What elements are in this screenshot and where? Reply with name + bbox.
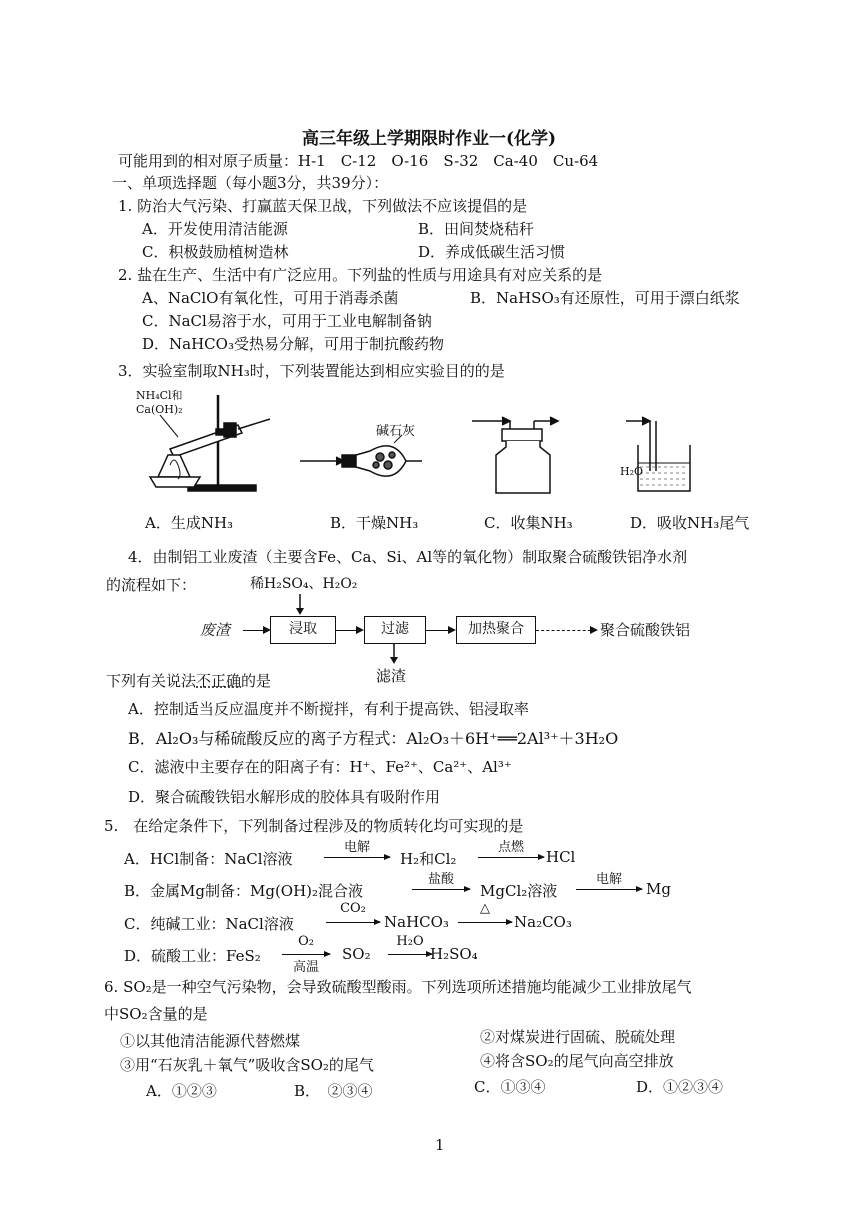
page-title: 高三年级上学期限时作业一(化学)	[302, 129, 557, 149]
q5-d-cond-1-below: 高温	[292, 960, 319, 975]
q5-a-arrow-1	[324, 857, 390, 858]
q1-option-c: C．积极鼓励植树造林	[142, 243, 289, 261]
q5-a-end: HCl	[546, 848, 576, 866]
q4-ask-pre: 下列有关说法	[106, 672, 197, 690]
q4-option-a: A．控制适当反应温度并不断搅拌，有利于提高铁、铝浸取率	[128, 700, 529, 718]
reagent-arrow	[295, 594, 305, 616]
q5-c-mid: NaHCO₃	[384, 913, 449, 931]
q5-d-arrow-2	[388, 954, 432, 955]
q4-option-b: B．Al₂O₃与稀硫酸反应的离子方程式：Al₂O₃＋6H⁺══2Al³⁺＋3H₂O	[128, 729, 619, 748]
q5-c-cond-2: △	[480, 901, 490, 916]
q5-c-cond-1: CO₂	[340, 901, 366, 916]
apparatus-c	[472, 417, 558, 493]
q1-option-a: A．开发使用清洁能源	[142, 220, 288, 238]
q6-option-d: D．①②③④	[636, 1078, 724, 1096]
flow-residue: 滤渣	[376, 667, 407, 685]
q3-option-a: A．生成NH₃	[145, 514, 234, 532]
q4-option-d: D．聚合硫酸铁铝水解形成的胶体具有吸附作用	[128, 788, 441, 806]
q6-option-b: B． ②③④	[294, 1082, 373, 1100]
q2-option-a: A、NaClO有氧化性，可用于消毒杀菌	[142, 289, 399, 307]
flow-step-leach: 浸取	[270, 616, 336, 644]
q6-item-2: ②对煤炭进行固硫、脱硫处理	[480, 1028, 676, 1046]
q5-a-mid: H₂和Cl₂	[400, 850, 457, 868]
q5-d-cond-2: H₂O	[396, 934, 424, 949]
apparatus-figures	[130, 385, 790, 505]
soda-lime-label: 碱石灰	[376, 424, 416, 439]
q5-stem: 5. 在给定条件下，下列制备过程涉及的物质转化均可实现的是	[104, 817, 524, 835]
q5-c-start: C．纯碱工业：NaCl溶液	[124, 915, 294, 933]
apparatus-d	[620, 417, 690, 491]
q5-a-start: A．HCl制备：NaCl溶液	[124, 850, 293, 868]
q5-a-cond-1: 电解	[343, 840, 370, 855]
q5-d-start: D．硫酸工业：FeS₂	[124, 947, 261, 965]
q2-stem: 2. 盐在生产、生活中有广泛应用。下列盐的性质与用途具有对应关系的是	[118, 266, 603, 284]
q4-stem-2: 的流程如下：	[106, 576, 197, 594]
q5-a-cond-2: 点燃	[497, 840, 524, 855]
q3-option-c: C．收集NH₃	[484, 514, 573, 532]
flow-reagent: 稀H₂SO₄、H₂O₂	[250, 576, 358, 592]
q6-item-1: ①以其他清洁能源代替燃煤	[120, 1032, 301, 1050]
q6-stem-1: 6. SO₂是一种空气污染物，会导致硫酸型酸雨。下列选项所述措施均能减少工业排放尾气	[104, 978, 692, 996]
reagent-label-2: Ca(OH)₂	[136, 403, 183, 416]
page-number: 1	[435, 1136, 445, 1154]
q4-ask-emphasis: 不正确	[196, 672, 242, 690]
q1-option-b: B．田间焚烧秸秆	[418, 220, 535, 238]
q6-item-4: ④将含SO₂的尾气向高空排放	[480, 1052, 674, 1070]
q6-option-c: C．①③④	[474, 1078, 546, 1096]
q5-c-arrow-1	[326, 922, 380, 923]
residue-arrow	[389, 643, 399, 665]
q5-b-mid: MgCl₂溶液	[480, 882, 558, 900]
section-heading: 一、单项选择题（每小题3分，共39分）：	[112, 174, 389, 192]
q5-d-cond-1: O₂	[298, 934, 314, 949]
q5-b-start: B．金属Mg制备：Mg(OH)₂混合液	[124, 882, 364, 900]
flow-arrow-1	[243, 630, 269, 631]
flow-step-filter: 过滤	[364, 616, 426, 644]
flow-arrow-2	[336, 630, 362, 631]
q6-option-a: A．①②③	[146, 1082, 217, 1100]
flow-arrow-3	[426, 630, 454, 631]
q5-c-arrow-2	[458, 922, 512, 923]
q5-b-arrow-2	[576, 889, 642, 890]
flow-step-heat: 加热聚合	[456, 616, 536, 644]
q5-a-arrow-2	[478, 857, 544, 858]
q4-stem-1: 4．由制铝工业废渣（主要含Fe、Ca、Si、Al等的氧化物）制取聚合硫酸铁铝净水剂	[128, 548, 688, 566]
q3-stem: 3．实验室制取NH₃时，下列装置能达到相应实验目的的是	[118, 362, 505, 380]
q3-option-d: D．吸收NH₃尾气	[630, 514, 750, 532]
q5-d-end: H₂SO₄	[430, 945, 478, 963]
atomic-masses: 可能用到的相对原子质量：H-1 C-12 O-16 S-32 Ca-40 Cu-64	[118, 152, 599, 170]
water-label: H₂O	[620, 465, 644, 478]
q4-option-c: C．滤液中主要存在的阳离子有：H⁺、Fe²⁺、Ca²⁺、Al³⁺	[128, 758, 512, 776]
q5-b-arrow-1	[412, 889, 470, 890]
flow-product: 聚合硫酸铁铝	[600, 621, 691, 639]
apparatus-b	[300, 424, 422, 476]
q5-b-end: Mg	[646, 880, 671, 898]
apparatus-a	[136, 389, 270, 491]
q5-d-arrow-1	[282, 954, 330, 955]
flow-arrow-4	[536, 630, 596, 631]
reagent-label-1: NH₄Cl和	[136, 389, 183, 402]
q1-option-d: D．养成低碳生活习惯	[418, 243, 566, 261]
q2-option-c: C．NaCl易溶于水，可用于工业电解制备钠	[142, 312, 432, 330]
q1-stem: 1. 防治大气污染、打赢蓝天保卫战，下列做法不应该提倡的是	[118, 197, 528, 215]
q2-option-b: B．NaHSO₃有还原性，可用于漂白纸浆	[470, 289, 740, 307]
q6-stem-2: 中SO₂含量的是	[104, 1005, 208, 1023]
q5-c-end: Na₂CO₃	[514, 913, 572, 931]
q5-b-cond-2: 电解	[595, 872, 622, 887]
q6-item-3: ③用“石灰乳＋氧气”吸收含SO₂的尾气	[120, 1056, 374, 1074]
q3-option-b: B．干燥NH₃	[330, 514, 419, 532]
q5-b-cond-1: 盐酸	[427, 872, 454, 887]
q4-ask	[106, 670, 271, 691]
flow-waste: 废渣	[200, 621, 231, 639]
q5-d-mid: SO₂	[342, 945, 371, 963]
q4-ask-post: 的是	[241, 672, 272, 690]
q2-option-d: D．NaHCO₃受热易分解，可用于制抗酸药物	[142, 335, 444, 353]
